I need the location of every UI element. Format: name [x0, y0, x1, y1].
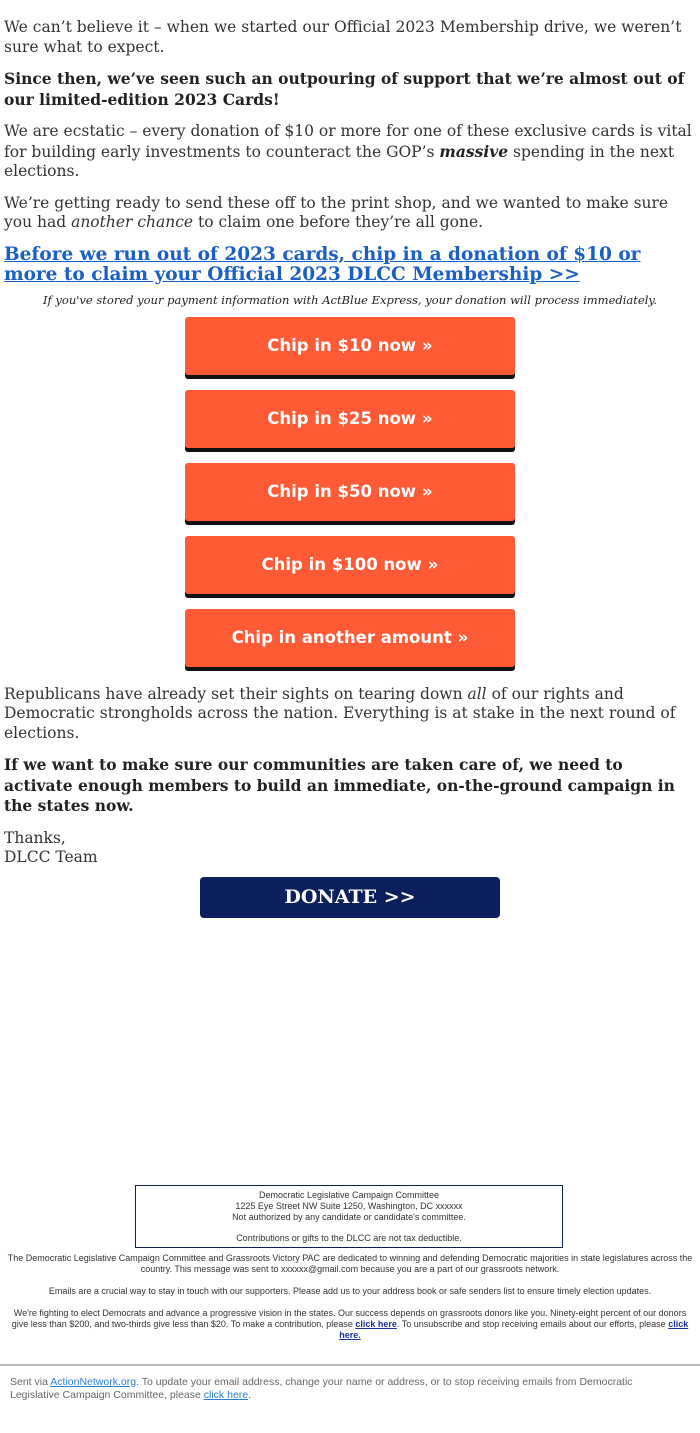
chip-in-25-label: Chip in $25 now [267, 408, 417, 428]
footer-org-name: Democratic Legislative Campaign Committee [258, 1190, 440, 1200]
body-paragraph-2 [4, 755, 696, 817]
chevron-right-icon: » [422, 335, 433, 355]
chip-in-50-button[interactable] [185, 463, 515, 521]
chevron-right-icon: » [457, 627, 469, 647]
sent-via-suffix: . [248, 1389, 252, 1401]
intro-p3-text-b: spending in the next elections. [4, 142, 675, 180]
signoff-team: DLCC Team [4, 847, 98, 866]
fine-print-1: The Democratic Legislative Campaign Committee and Grassroots Victory PAC are dedicated to winning and defending Democratic majorities in state legislatures across the country. This message was sent to xxxxxx@gmail.com because you are a part of our grassroots network. [7, 1253, 693, 1274]
fine-p3-text-a: We're fighting to elect Democrats and advance a progressive vision in the states. Our success depends on grassroots donors like you. Ninety-eight percent of our donors give less than $200, and two-thirds give less than $20. To make a contribution, please [11, 1308, 687, 1329]
intro-paragraph-3 [4, 122, 696, 182]
footer-disclaimer-box [135, 1185, 563, 1248]
chip-in-other-label: Chip in another amount [231, 627, 452, 647]
chip-in-100-button[interactable] [185, 536, 515, 594]
sent-via-prefix: Sent via [10, 1376, 51, 1388]
unsubscribe-click-here-link[interactable]: click here. [339, 1319, 689, 1340]
body-p1-text-b: of our rights and Democratic strongholds across the nation. Everything is at stake in the next round of elections. [4, 684, 676, 742]
sent-via-text: . To update your email address, change your name or address, or to stop receiving emails from Democratic Legislative Campaign Committee, please [10, 1376, 633, 1401]
intro-p4-emphasis: another chance [71, 213, 194, 231]
email-body [4, 18, 696, 918]
footer-divider [0, 1364, 700, 1366]
intro-bold-text: Since then, we’ve seen such an outpouring of support that we’re almost out of our limited-edition 2023 Cards! [4, 69, 685, 109]
body-p1-emphasis: all [467, 684, 487, 703]
chip-in-10-button[interactable] [185, 317, 515, 375]
sent-via-notice [10, 1376, 680, 1402]
fine-print-2: Emails are a crucial way to stay in touch with our supporters. Please add us to your address book or safe senders list to ensure timely election updates. [48, 1286, 652, 1296]
chip-in-50-label: Chip in $50 now [267, 481, 417, 501]
contribute-click-here-link[interactable]: click here [355, 1319, 397, 1329]
fine-print-3 [6, 1308, 694, 1341]
footer-address: 1225 Eye Street NW Suite 1250, Washington, DC xxxxxx [235, 1201, 463, 1211]
intro-p4-text-b: to claim one before they’re all gone. [193, 213, 484, 231]
donation-button-stack [185, 317, 515, 667]
update-preferences-link[interactable]: click here [203, 1389, 249, 1401]
body-paragraph-1 [4, 685, 696, 744]
chevron-right-icon: » [422, 408, 433, 428]
body-p1-text-a: Republicans have already set their sights on tearing down [4, 684, 468, 703]
intro-p4-text-a: We’re getting ready to send these off to the print shop, and we wanted to make sure you had [4, 193, 669, 231]
donate-button[interactable]: DONATE >> [200, 877, 500, 918]
intro-p3-text-a: We are ecstatic – every donation of $10 or more for one of these exclusive cards is vital for building early investments to counteract the GOP’s [4, 122, 692, 161]
actionnetwork-link[interactable]: ActionNetwork.org [50, 1376, 137, 1388]
intro-paragraph-2 [4, 69, 696, 110]
intro-p3-emphasis: massive [439, 141, 509, 161]
intro-paragraph-1: We can’t believe it – when we started our Official 2023 Membership drive, we weren’t sure what to expect. [4, 18, 682, 56]
actblue-express-note: If you've stored your payment information with ActBlue Express, your donation will process immediately. [42, 292, 658, 307]
chevron-right-icon: » [427, 554, 439, 574]
chip-in-10-label: Chip in $10 now [267, 335, 417, 355]
fine-p3-text-b: . To unsubscribe and stop receiving emails about our efforts, please [396, 1319, 669, 1329]
chip-in-100-label: Chip in $100 now [261, 554, 422, 574]
signoff [4, 829, 696, 867]
intro-paragraph-4 [4, 194, 696, 233]
footer-authorization: Not authorized by any candidate or candidate's committee. [232, 1212, 466, 1222]
body-bold-text: If we want to make sure our communities are taken care of, we need to activate enough members to build an immediate, on-the-ground campaign in the states now. [4, 755, 675, 815]
membership-cta-link[interactable]: Before we run out of 2023 cards, chip in a donation of $10 or more to claim your Official 2023 DLCC Membership >> [4, 243, 641, 285]
chevron-right-icon: » [422, 481, 433, 501]
footer-tax-note: Contributions or gifts to the DLCC are not tax deductible. [236, 1233, 462, 1243]
chip-in-other-amount-button[interactable] [185, 609, 515, 667]
chip-in-25-button[interactable] [185, 390, 515, 448]
signoff-thanks: Thanks, [4, 828, 66, 847]
